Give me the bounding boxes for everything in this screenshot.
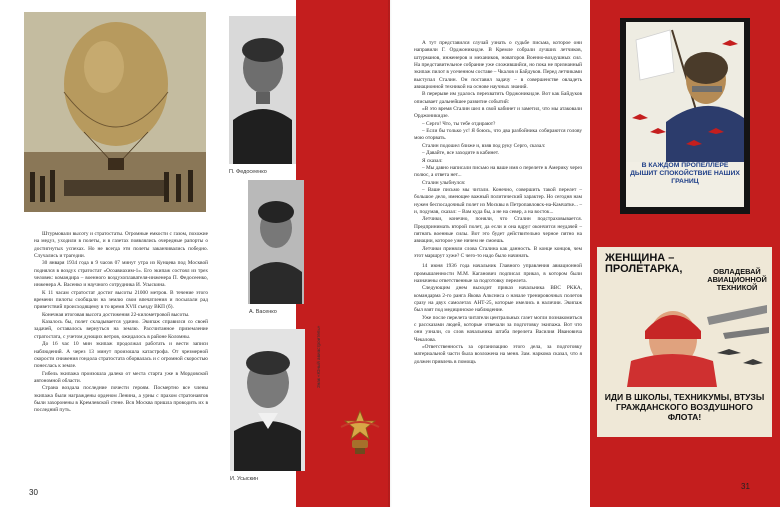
right-paragraph: – Мы давно написали письмо на ваше имя о перелете в Америку через полюс, а ответа нет...: [414, 164, 582, 179]
right-paragraph: Сталин подошел ближе и, взяв под руку Серго, сказал:: [422, 142, 546, 149]
right-paragraph: – Ваше письмо мы читали. Конечно, совершить такой перелет – большое дело, имеющее важный политический характер. Но сегодня нам нужен беспосадочный полет из Москвы в Петропавловск-на-Камчатке... – и, подумав, сказал: – Вам куда бы, а не на север, а на восток...: [414, 186, 582, 215]
poster-woman-title: ЖЕНЩИНА – ПРОЛЕТАРКА,: [605, 252, 683, 275]
caption-usyskin: И. Усыскин: [230, 476, 259, 482]
left-paragraph: Конечная итоговая высота достижения 22-километровой высоты.: [42, 311, 190, 318]
right-paragraph: «Ответственность за организацию этого дела, за подготовку материальной части была возложена на меня. Зам. наркома сказал, что я должен привлечь в помощь: [414, 344, 582, 365]
left-paragraph: Штурмовали высоту и стратостаты. Огромные емкости с газом, похожие на медуз, уходили в полеты, и в газетах появлялись очередные рапорты о достигнутых успехах. Но не всегда эти полеты заканчивались победно. Случались и трагедии.: [34, 231, 208, 260]
right-paragraph: – Если бы только ус! Я боюсь, что два разбойника собираются голову мою оторвать.: [414, 128, 582, 142]
left-article-text: [34, 231, 208, 415]
poster-woman-slogan: ИДИ В ШКОЛЫ, ТЕХНИКУМЫ, ВТУЗЫ ГРАЖДАНСКОГО ВОЗДУШНОГО ФЛОТА!: [604, 392, 765, 422]
poster-propeller-slogan: В КАЖДОМ ПРОПЕЛЛЕРЕ ДЫШИТ СПОКОЙСТВИЕ НАШИХ ГРАНИЦ: [630, 162, 740, 185]
left-paragraph: Казалось бы, полет складывается удачно. Экипаж справился со своей задачей, оставалось вернуться на землю. Рассчитанное приземление стратостата, с учетом дующих ветров, ожидалось в районе Коломны.: [34, 319, 208, 340]
right-paragraph: Уже после перелета читатели центральных газет могли познакомиться с рассказами людей, которые отвечали за подготовку экипажа. Вот что они узнали, со слов начальника штаба перелета Василия Ивановича Чекалова.: [414, 314, 582, 343]
portrait-fedoseenko: [229, 16, 296, 164]
right-paragraph: Следующим днем выходит приказ начальника ВВС РККА, командарма 2-го ранга Якова Алксниса о начале тренировочных полетов сразу на двух самолетах АНТ-25, которые имелись в наличии. Экипаж был взят под медицинское наблюдение.: [414, 285, 582, 314]
portrait-vasenko: [248, 180, 304, 304]
left-paragraph: Страна воздала последние почести героям. Посмертно все члены экипажа были награждены орденом Ленина, а урны с прахом стратонавтов были захоронены в Кремлевской стене. Вся Москва пришла проводить их в последний путь.: [34, 385, 208, 414]
left-paragraph: До 16 час 10 мин экипаж продолжал работать и вести записи наблюдений. А через 13 минут произошла катастрофа. От чрезмерной скорости снижения гондола стратостата оборвалась и с огромной скоростью понеслась к земле.: [34, 341, 208, 370]
right-article-text: [414, 40, 582, 366]
left-paragraph: 30 января 1934 года в 9 часов 07 минут утра из Кунцева под Москвой поднялся в воздух стратостат «Осоавиахим-1». Его экипаж состоял из трех человек: командира – военного воздухоплавателя-инженера П. Федосеенко, инженера А. Васенко и научного сотрудника И. Усыскина.: [34, 260, 208, 289]
page-number-left: 30: [29, 488, 38, 497]
portrait-usyskin: [230, 329, 305, 471]
left-paragraph: Гибель экипажа произошла далеко от места старта уже в Мордовской автономной области.: [34, 370, 208, 384]
poster-woman-subtitle: ОВЛАДЕВАЙ АВИАЦИОННОЙ ТЕХНИКОЙ: [707, 267, 767, 292]
poster-woman-proletarian: [597, 247, 772, 437]
right-paragraph: А тут представился случай узнать о судьбе письма, которое они направили Г. Орджоникидзе. В Кремле собрали лучших летчиков, штурманов, инженеров и механиков, новаторов Военно-воздушных сил. На представительное собрание уже сложившийся, но пока не признанный экипаж пилот в усеченном составе – Чкалов и Байдуков. Перед летчиками выступал Сталин. Он поставил задачу – в совершенстве овладеть авиационной техникой на основе научных знаний.: [414, 40, 582, 91]
poster-propeller: [620, 18, 750, 214]
right-paragraph: Летчики, конечно, поняли, что Сталин подстраховывается. Предпринимать второй полет, да если и она вдруг окончится неудачей – пятнать военные силы. Вот это будет действительно черное пятно на авиации, которое уже ничем не смоешь.: [414, 216, 582, 245]
right-paragraph: 14 июня 1936 года начальник Главного управления авиационной промышленности М.М. Каганович подписал приказ, в котором были назначены ответственные за подготовку перелета.: [414, 263, 582, 284]
poster-propeller-image: [626, 22, 744, 207]
page-gutter: [388, 0, 392, 507]
stratostat-painting: [24, 12, 206, 212]
right-paragraph: «В это время Сталин шел в свой кабинет и заметил, что мы атаковали Орджоникидзе.: [414, 106, 582, 120]
caption-fedoseenko: П. Федосеенко: [229, 169, 267, 175]
caption-vasenko: А. Васенко: [249, 309, 277, 315]
left-paragraph: К 11 часам стратостат достиг высоты 21000 метров. В течение этого времени пилоты сообщали на землю свои впечатления и посылали рад приветствий происходящему в то время XVII съезду ВКП (б).: [34, 289, 208, 311]
right-paragraph: – Давайте, все заходите в кабинет.: [422, 150, 499, 157]
right-paragraph: Я сказал:: [422, 157, 443, 164]
right-paragraph: – Серго! Что, ты тебе отдирают?: [422, 120, 496, 127]
right-paragraph: Летчики приняли слова Сталина как данность. В конце концов, чем этот маршрут хуже? С чего-то надо было начинать.: [414, 245, 582, 259]
right-paragraph: В перерыве им удалось перехватить Орджоникидзе. Вот как Байдуков описывает дальнейшее развитие событий:: [414, 91, 582, 105]
right-paragraph: Сталин улыбнулся:: [422, 179, 466, 186]
page-number-right: 31: [741, 482, 750, 491]
young-aircraft-builder-badge: [338, 407, 382, 457]
badge-caption: Знак «Юный авиастроитель»: [316, 325, 321, 388]
